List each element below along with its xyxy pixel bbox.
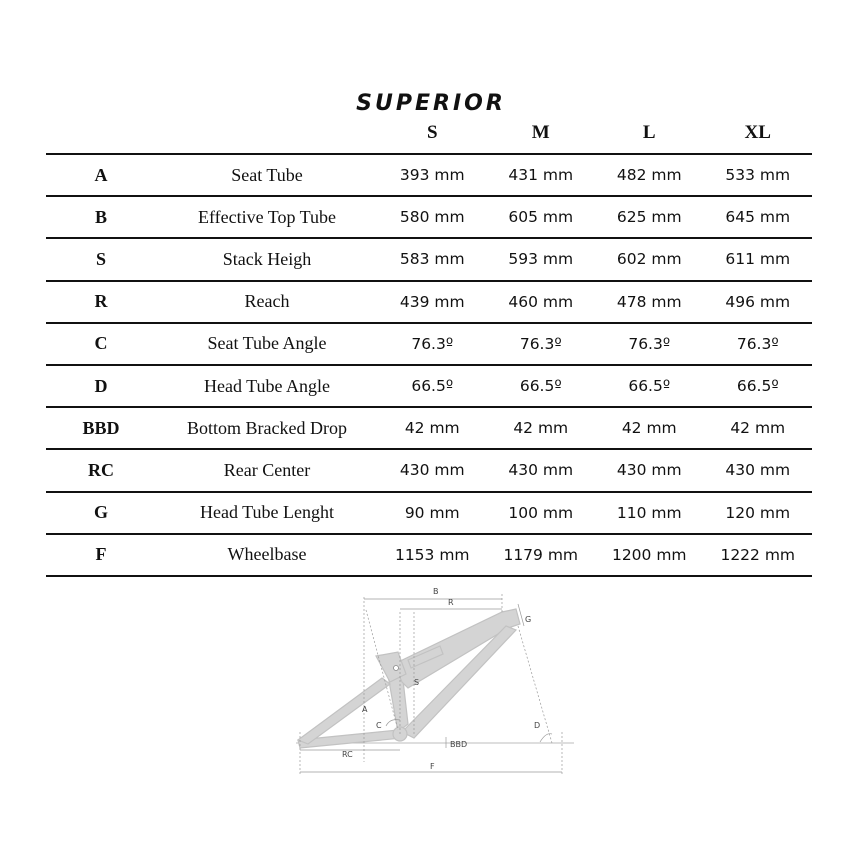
measurement-name: Reach: [156, 281, 378, 323]
header-code: [46, 112, 156, 154]
dim-label-s: S: [414, 678, 420, 687]
measurement-value: 431 mm: [487, 154, 596, 196]
table-row: [46, 238, 812, 280]
dim-label-c: C: [376, 721, 382, 730]
measurement-code: G: [46, 492, 156, 534]
dim-label-bbd: BBD: [450, 740, 468, 749]
dim-label-rc: RC: [342, 750, 353, 759]
measurement-code: B: [46, 196, 156, 238]
header-size-l: L: [595, 112, 704, 154]
measurement-name: Rear Center: [156, 449, 378, 491]
table-row: [46, 449, 812, 491]
measurement-name: Seat Tube Angle: [156, 323, 378, 365]
measurement-value: 583 mm: [378, 238, 487, 280]
measurement-code: BBD: [46, 407, 156, 449]
measurement-value: 42 mm: [487, 407, 596, 449]
measurement-value: 100 mm: [487, 492, 596, 534]
measurement-value: 42 mm: [704, 407, 813, 449]
logo-text: SUPERIOR: [356, 91, 506, 116]
measurement-value: 439 mm: [378, 281, 487, 323]
table-row: [46, 281, 812, 323]
measurement-value: 42 mm: [595, 407, 704, 449]
measurement-value: 1179 mm: [487, 534, 596, 576]
dimension-lines: [300, 594, 562, 774]
table-row: [46, 365, 812, 407]
measurement-name: Wheelbase: [156, 534, 378, 576]
frame-geometry-diagram: [290, 582, 580, 782]
geometry-table-body: [46, 154, 812, 576]
measurement-value: 90 mm: [378, 492, 487, 534]
measurement-name: Bottom Bracked Drop: [156, 407, 378, 449]
measurement-value: 593 mm: [487, 238, 596, 280]
measurement-value: 430 mm: [704, 449, 813, 491]
header-name: [156, 112, 378, 154]
measurement-value: 580 mm: [378, 196, 487, 238]
dim-label-a: A: [362, 705, 368, 714]
measurement-value: 460 mm: [487, 281, 596, 323]
table-row: [46, 154, 812, 196]
measurement-value: 42 mm: [378, 407, 487, 449]
table-row: [46, 492, 812, 534]
measurement-code: R: [46, 281, 156, 323]
dim-label-g: G: [525, 615, 532, 624]
measurement-value: 478 mm: [595, 281, 704, 323]
measurement-value: 645 mm: [704, 196, 813, 238]
measurement-value: 602 mm: [595, 238, 704, 280]
measurement-value: 625 mm: [595, 196, 704, 238]
measurement-value: 430 mm: [487, 449, 596, 491]
measurement-value: 1200 mm: [595, 534, 704, 576]
bike-frame: [298, 609, 520, 748]
measurement-value: 430 mm: [378, 449, 487, 491]
measurement-value: 66.5º: [595, 365, 704, 407]
measurement-code: C: [46, 323, 156, 365]
measurement-value: 110 mm: [595, 492, 704, 534]
dim-label-r: R: [448, 598, 454, 607]
header-size-xl: XL: [704, 112, 813, 154]
measurement-value: 605 mm: [487, 196, 596, 238]
measurement-name: Stack Heigh: [156, 238, 378, 280]
measurement-value: 66.5º: [487, 365, 596, 407]
measurement-name: Effective Top Tube: [156, 196, 378, 238]
measurement-value: 76.3º: [378, 323, 487, 365]
dim-label-f: F: [430, 762, 435, 771]
measurement-name: Head Tube Lenght: [156, 492, 378, 534]
header-size-s: S: [378, 112, 487, 154]
dim-label-b: B: [433, 587, 439, 596]
table-row: [46, 196, 812, 238]
table-row: [46, 323, 812, 365]
measurement-code: S: [46, 238, 156, 280]
measurement-code: RC: [46, 449, 156, 491]
pivot-point: [394, 666, 399, 671]
table-row: [46, 407, 812, 449]
measurement-value: 393 mm: [378, 154, 487, 196]
measurement-value: 120 mm: [704, 492, 813, 534]
measurement-value: 611 mm: [704, 238, 813, 280]
measurement-value: 76.3º: [704, 323, 813, 365]
measurement-value: 482 mm: [595, 154, 704, 196]
dim-label-d: D: [534, 721, 541, 730]
measurement-code: D: [46, 365, 156, 407]
measurement-name: Head Tube Angle: [156, 365, 378, 407]
table-row: [46, 534, 812, 576]
measurement-value: 496 mm: [704, 281, 813, 323]
header-row: [46, 112, 812, 154]
measurement-value: 66.5º: [704, 365, 813, 407]
measurement-value: 430 mm: [595, 449, 704, 491]
measurement-value: 533 mm: [704, 154, 813, 196]
geometry-table: [46, 112, 812, 577]
measurement-name: Seat Tube: [156, 154, 378, 196]
measurement-value: 66.5º: [378, 365, 487, 407]
measurement-value: 76.3º: [487, 323, 596, 365]
measurement-value: 76.3º: [595, 323, 704, 365]
measurement-value: 1222 mm: [704, 534, 813, 576]
measurement-value: 1153 mm: [378, 534, 487, 576]
measurement-code: A: [46, 154, 156, 196]
measurement-code: F: [46, 534, 156, 576]
header-size-m: M: [487, 112, 596, 154]
